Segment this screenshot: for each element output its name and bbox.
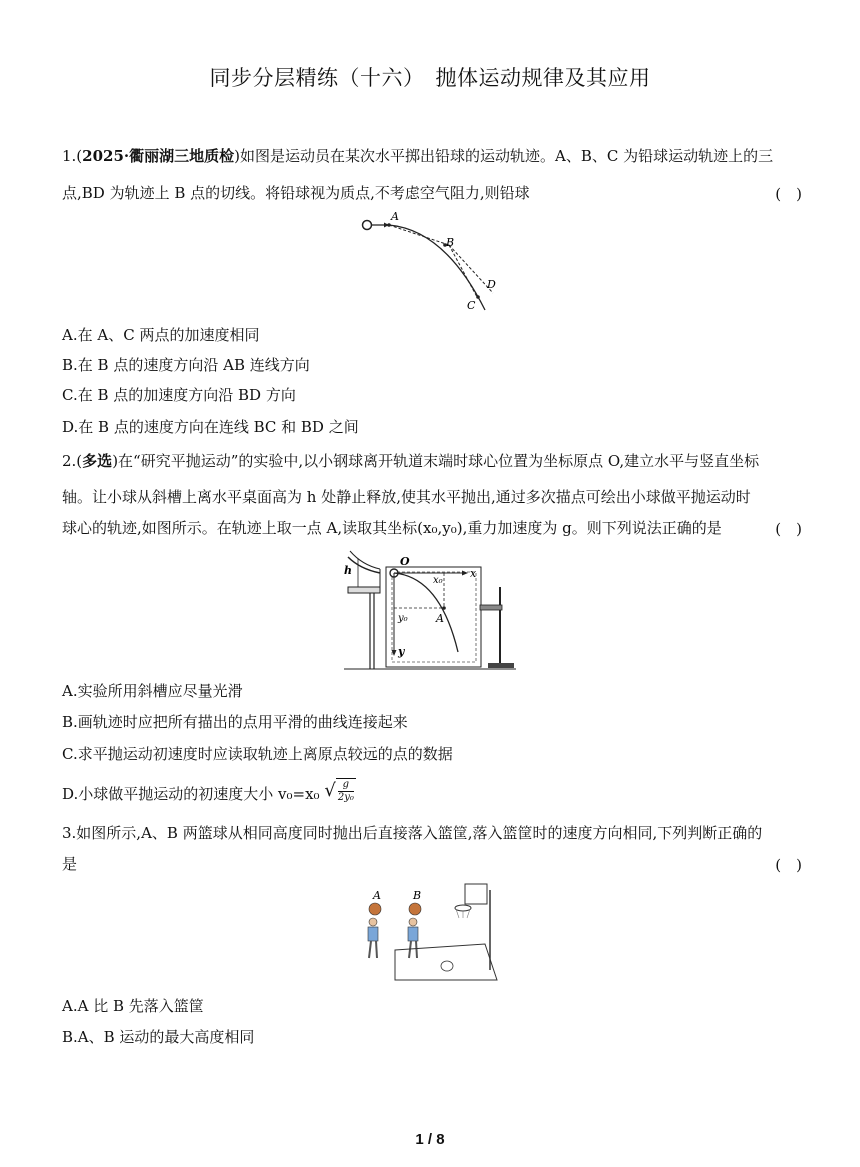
fraction-denominator: 2y₀ (337, 792, 354, 803)
label-c: C (467, 299, 476, 312)
q3-option-a: A.A 比 B 先落入篮筐 (62, 997, 204, 1015)
q3-option-b: B.A、B 运动的最大高度相同 (62, 1028, 255, 1046)
q3-basketball-figure (355, 880, 505, 985)
q2-option-b: B.画轨迹时应把所有描出的点用平滑的曲线连接起来 (62, 713, 408, 731)
q2-option-d-text: D.小球做平抛运动的初速度大小 v₀=x₀ (62, 785, 320, 803)
clamp (480, 605, 502, 610)
label-y0: y₀ (398, 613, 408, 624)
q2-option-a: A.实验所用斜槽应尽量光滑 (62, 682, 243, 700)
line-ab (389, 225, 449, 245)
point-a (442, 606, 446, 610)
q2-stem-line3: 球心的轨迹,如图所示。在轨迹上取一点 A,读取其坐标(x₀,y₀),重力加速度为 g。则下列说法正确的是 (62, 519, 722, 537)
q2-stem-rest: )在“研究平抛运动”的实验中,以小钢球离开轨道末端时球心位置为坐标原点 O,建立水平与竖直坐标 (112, 452, 760, 470)
label-d: D (487, 278, 496, 291)
q1-answer-paren: ( ) (775, 185, 802, 203)
q2-option-c: C.求平抛运动初速度时应读取轨迹上离原点较远的点的数据 (62, 745, 453, 763)
label-b: B (413, 889, 422, 902)
q3-answer-paren: ( ) (775, 856, 802, 874)
label-a: A (373, 889, 381, 902)
ball-on-court (441, 961, 453, 971)
q2-tag: 多选 (82, 452, 113, 470)
label-o: O (400, 555, 410, 568)
chute (348, 557, 380, 573)
q1-source: 2025·衢丽湖三地质检 (82, 147, 235, 165)
q1-stem-rest: )如图是运动员在某次水平掷出铅球的运动轨迹。A、B、C 为铅球运动轨迹上的三 (234, 147, 774, 165)
player-b (408, 903, 421, 958)
hoop-rim (455, 905, 471, 911)
backboard (465, 884, 487, 904)
shot-put-ball (363, 221, 372, 230)
q1-stem-line1 (62, 146, 773, 166)
q3-stem-line2: 是 (62, 855, 78, 873)
label-a: A (436, 612, 444, 625)
q2-number: 2.( (62, 452, 83, 470)
q2-option-d (62, 779, 356, 808)
q2-answer-paren: ( ) (775, 520, 802, 538)
q2-experiment-figure (340, 547, 520, 672)
q2-stem-line1 (62, 451, 759, 471)
q1-option-a: A.在 A、C 两点的加速度相同 (62, 326, 260, 344)
fraction-numerator: g (338, 779, 354, 792)
page-number: 1 / 8 (415, 1131, 445, 1148)
sqrt-expression (324, 778, 356, 804)
label-h: h (344, 564, 352, 577)
q2-stem-line2: 轴。让小球从斜槽上离水平桌面高为 h 处静止释放,使其水平抛出,通过多次描点可绘出小球做平抛运动时 (62, 488, 751, 506)
trajectory-curve (389, 225, 485, 310)
q3-stem-line1: 3.如图所示,A、B 两篮球从相同高度同时抛出后直接落入篮筐,落入篮筐时的速度方向相同,下列判断正确的 (62, 824, 763, 842)
q1-trajectory-figure (355, 208, 515, 318)
q1-option-b: B.在 B 点的速度方向沿 AB 连线方向 (62, 356, 310, 374)
sqrt-sign: √ (324, 780, 336, 801)
q1-number: 1.( (62, 147, 83, 165)
q1-option-c: C.在 B 点的加速度方向沿 BD 方向 (62, 386, 296, 404)
stand-base (488, 663, 514, 668)
table-top (348, 587, 380, 593)
player-a (368, 903, 381, 958)
page-title: 同步分层精练（十六） 抛体运动规律及其应用 (209, 66, 651, 90)
label-y: y (398, 645, 405, 658)
q1-option-d: D.在 B 点的速度方向在连线 BC 和 BD 之间 (62, 418, 359, 436)
label-x: x (470, 567, 477, 580)
label-a: A (391, 210, 399, 223)
label-b: B (446, 236, 455, 249)
q1-stem-line2: 点,BD 为轨迹上 B 点的切线。将铅球视为质点,不考虑空气阻力,则铅球 (62, 184, 530, 202)
label-x0: x₀ (433, 575, 443, 586)
